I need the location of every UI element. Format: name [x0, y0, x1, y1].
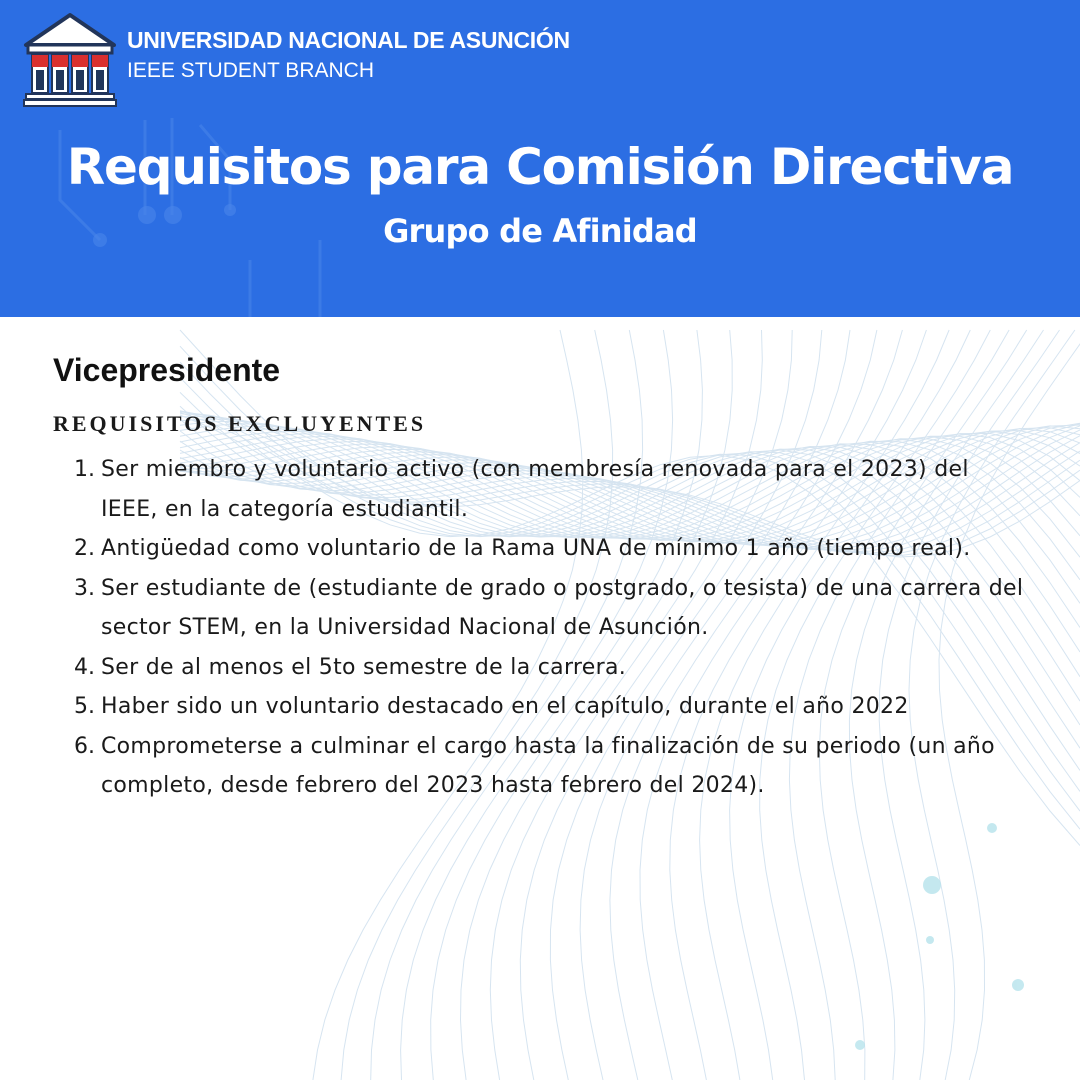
list-item-text: Ser de al menos el 5to semestre de la carrera.: [101, 654, 627, 680]
list-item: [0, 727, 1080, 806]
list-item-text: Ser miembro y voluntario activo (con membresía renovada para el 2023) del IEEE, en la categoría estudiantil.: [101, 457, 969, 522]
list-item: [0, 450, 1080, 529]
list-item-number: 1.: [74, 457, 95, 482]
list-item-number: 3.: [74, 575, 95, 601]
branch-name: IEEE STUDENT BRANCH: [127, 59, 374, 82]
list-item: [0, 529, 1080, 569]
organization-name: UNIVERSIDAD NACIONAL DE ASUNCIÓN: [127, 27, 570, 53]
role-title: Vicepresidente: [53, 352, 281, 388]
list-item: [0, 687, 1080, 727]
section-label: REQUISITOS EXCLUYENTES: [53, 411, 427, 436]
list-item: [0, 648, 1080, 688]
header-banner: [0, 0, 1080, 317]
list-item-number: 4.: [74, 654, 95, 680]
list-item-text: Comprometerse a culminar el cargo hasta la finalización de su periodo (un año completo, desde febrero del 2023 hasta febrero del 2024).: [101, 733, 995, 798]
list-item-number: 2.: [74, 536, 95, 561]
list-item-text: Ser estudiante de (estudiante de grado o postgrado, o tesista) de una carrera del sector STEM, en la Universidad Nacional de Asunción.: [101, 575, 1024, 640]
page-subtitle: Grupo de Afinidad: [383, 212, 697, 250]
list-item: [0, 569, 1080, 648]
requirements-list: [0, 450, 1080, 806]
page-title: Requisitos para Comisión Directiva: [66, 138, 1014, 196]
university-building-icon: [22, 12, 118, 108]
list-item-number: 5.: [74, 694, 95, 719]
list-item-number: 6.: [74, 733, 95, 759]
list-item-text: Haber sido un voluntario destacado en el capítulo, durante el año 2022: [101, 694, 909, 719]
list-item-text: Antigüedad como voluntario de la Rama UNA de mínimo 1 año (tiempo real).: [101, 536, 971, 561]
